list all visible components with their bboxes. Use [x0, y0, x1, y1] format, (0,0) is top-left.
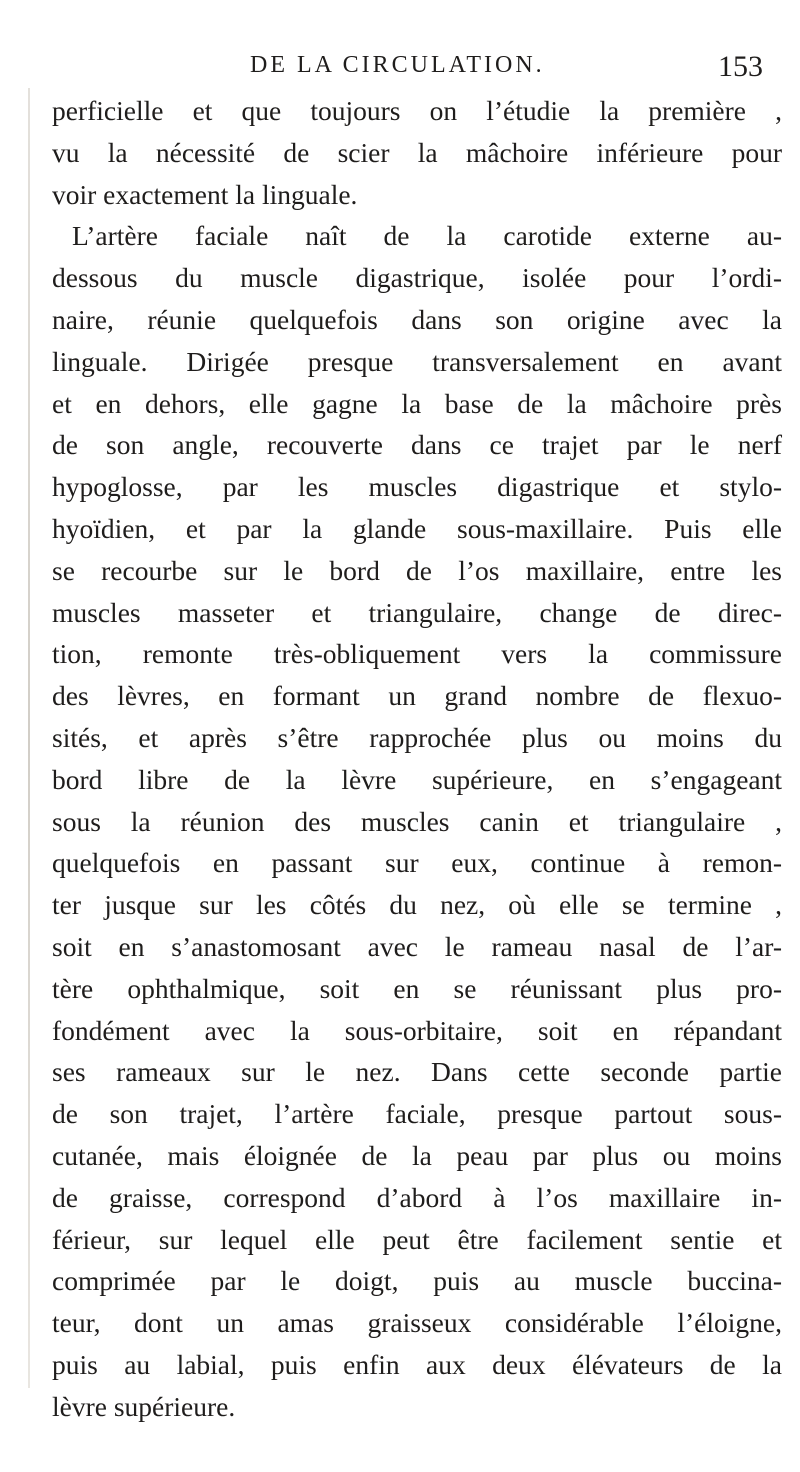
text-line: tion, remonte très-obliquement vers la commissure — [52, 638, 782, 670]
text-line: dessous du muscle digastrique, isolée pour l’ordi- — [52, 262, 782, 294]
page-header — [0, 50, 800, 90]
text-line: hypoglosse, par les muscles digastrique et stylo- — [52, 471, 782, 503]
text-line: linguale. Dirigée presque transversalement en avant — [52, 345, 782, 377]
text-line: sous la réunion des muscles canin et triangulaire , — [52, 805, 782, 837]
text-line: naire, réunie quelquefois dans son origine avec la — [52, 303, 782, 335]
text-line: des lèvres, en formant un grand nombre de flexuo- — [52, 680, 782, 712]
text-line: teur, dont un amas graisseux considérable l’éloigne, — [52, 1307, 782, 1339]
text-line: L’artère faciale naît de la carotide externe au- — [72, 220, 782, 252]
text-line: vu la nécessité de scier la mâchoire inférieure pour — [52, 136, 782, 168]
text-line: sités, et après s’être rapprochée plus ou moins du — [52, 721, 782, 753]
gutter-shadow — [28, 88, 30, 1388]
page-number: 153 — [718, 50, 763, 83]
text-line: quelquefois en passant sur eux, continue à remon- — [52, 847, 782, 879]
text-line: de son angle, recouverte dans ce trajet par le nerf — [52, 429, 782, 461]
text-line: voir exactement la linguale. — [52, 178, 358, 210]
text-line: et en dehors, elle gagne la base de la mâchoire près — [52, 387, 782, 419]
text-line: soit en s’anastomosant avec le rameau nasal de l’ar- — [52, 930, 782, 962]
text-line: puis au labial, puis enfin aux deux élévateurs de la — [52, 1348, 782, 1380]
text-line: cutanée, mais éloignée de la peau par plus ou moins — [52, 1139, 782, 1171]
text-line: de graisse, correspond d’abord à l’os maxillaire in- — [52, 1181, 782, 1213]
text-line: perficielle et que toujours on l’étudie la première , — [52, 95, 782, 126]
text-line: se recourbe sur le bord de l’os maxillaire, entre les — [52, 554, 782, 586]
text-line: ses rameaux sur le nez. Dans cette seconde partie — [52, 1056, 782, 1088]
text-line: férieur, sur lequel elle peut être facilement sentie et — [52, 1223, 782, 1255]
text-line: hyoïdien, et par la glande sous-maxillaire. Puis elle — [52, 512, 782, 544]
text-line: lèvre supérieure. — [52, 1390, 236, 1422]
text-line: tère ophthalmique, soit en se réunissant plus pro- — [52, 972, 782, 1004]
text-line: fondément avec la sous-orbitaire, soit en répandant — [52, 1014, 782, 1046]
text-line: de son trajet, l’artère faciale, presque partout sous- — [52, 1098, 782, 1130]
running-head: DE LA CIRCULATION. — [250, 52, 545, 78]
body-text — [52, 90, 782, 1428]
text-line: muscles masseter et triangulaire, change de direc- — [52, 596, 782, 628]
text-line: comprimée par le doigt, puis au muscle buccina- — [52, 1265, 782, 1297]
text-line: bord libre de la lèvre supérieure, en s’engageant — [52, 763, 782, 795]
text-line: ter jusque sur les côtés du nez, où elle se termine , — [52, 889, 782, 921]
